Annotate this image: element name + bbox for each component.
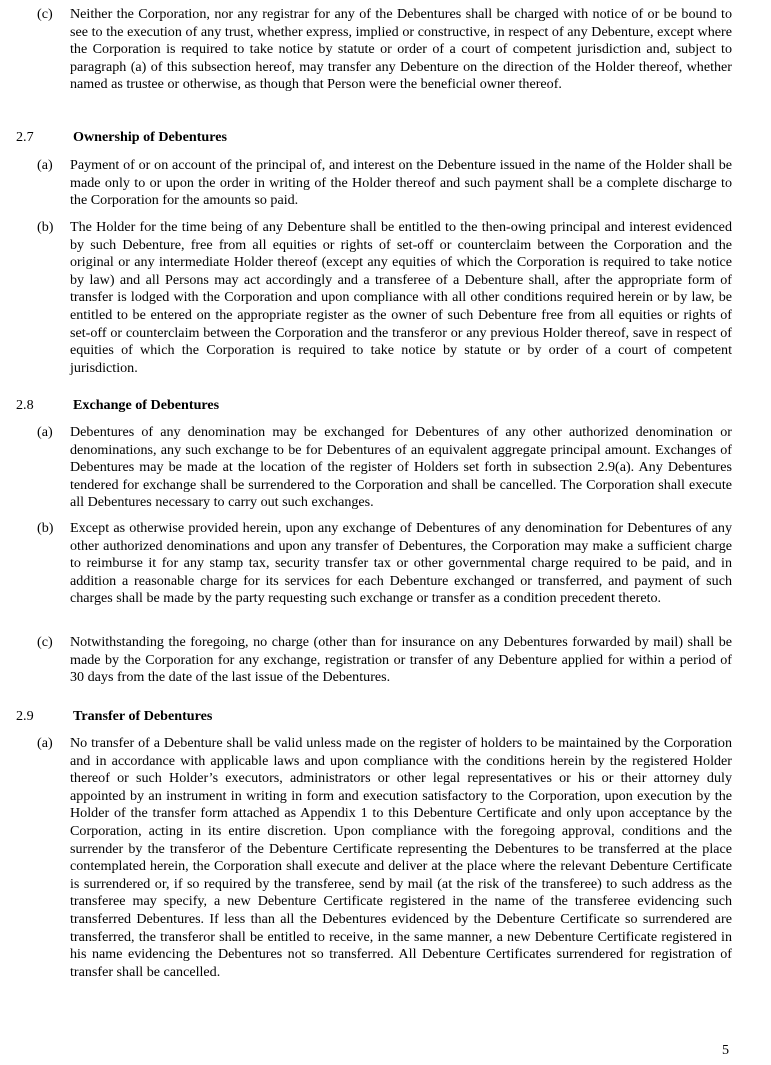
section-number: 2.8 [16, 397, 34, 413]
paragraph-text: Debentures of any denomination may be exchanged for Debentures of any other authorized denomination or denominations, any such exchange to be for Debentures of an equivalent aggregate principal amount. Exchanges of Debentures may be made at the location of the register of Holders set forth in subsection 2.9(a). Any Debentures tendered for exchange shall be surrendered to the Corporation and shall be cancelled. The Corporation shall execute all Debentures necessary to carry out such exchanges. [70, 424, 732, 511]
section-title: Transfer of Debentures [73, 708, 213, 724]
section-number: 2.7 [16, 129, 34, 145]
paragraph-text: Neither the Corporation, nor any registrar for any of the Debentures shall be charged with notice of or be bound to see to the execution of any trust, whether express, implied or constructive, in respect of any Debenture, except where the Corporation is required to take notice by statute or order of a court of competent jurisdiction and, subject to paragraph (a) of this subsection hereof, may transfer any Debenture on the direction of the Holder thereof, whether named as trustee or otherwise, as though that Person were the beneficial owner thereof. [70, 6, 732, 93]
paragraph-text: The Holder for the time being of any Debenture shall be entitled to the then-owing principal and interest evidenced by such Debenture, free from all equities or rights of set-off or counterclaim between the Corporation and the original or any intermediate Holder thereof (except any equities of which the Corporation is required to take notice by law) and all Persons may act accordingly and a transferee of a Debenture shall, after the appropriate form of transfer is lodged with the Corporation and upon compliance with all other conditions required herein or by law, be entitled to be entered on the appropriate register as the owner of such Debenture free from all equities or rights of set-off or counterclaim between the Corporation and the transferor or any previous Holder thereof, save in respect of equities of which the Corporation is required to take notice by statute or by order of a court of competent jurisdiction. [70, 219, 732, 376]
paragraph-label: (a) [37, 735, 53, 751]
paragraph-label: (c) [37, 634, 53, 650]
paragraph-label: (b) [37, 520, 54, 536]
paragraph-text: No transfer of a Debenture shall be valid unless made on the register of holders to be maintained by the Corporation and in accordance with applicable laws and upon compliance with the conditions herein by the registered Holder thereof or such Holder’s executors, administrators or other legal representatives or his or their attorney duly appointed by an instrument in writing in form and execution satisfactory to the Corporation, upon execution by the Holder of the transfer form attached as Appendix 1 to this Debenture Certificate and only upon acceptance by the Corporation, acting in its entire discretion. Upon compliance with the foregoing approval, conditions and the surrender by the transferor of the Debenture Certificate representing the Debentures to be transferred at the place contemplated herein, the Corporation shall execute and deliver at the place where the relevant Debenture Certificate is surrendered or, if so required by the transferee, send by mail (at the risk of the transferee) to such address as the transferee may specify, a new Debenture Certificate registered in the name of the transferee evidencing such transferred Debentures. If less than all the Debentures evidenced by the Debenture Certificate so surrendered are transferred, the transferor shall be entitled to receive, in the same manner, a new Debenture Certificate registered in his name evidencing the Debentures not so transferred. All Debenture Certificates surrendered for registration of transfer shall be cancelled. [70, 735, 732, 980]
paragraph-text: Except as otherwise provided herein, upon any exchange of Debentures of any denomination for Debentures of any other authorized denominations and upon any transfer of Debentures, the Corporation may make a sufficient charge to reimburse it for any stamp tax, security transfer tax or other governmental charge required to be paid, and in addition a reasonable charge for its services for each Debenture exchanged or transferred, and payment of such charges shall be made by the party requesting such exchange or transfer as a condition precedent thereto. [70, 520, 732, 607]
section-title: Ownership of Debentures [73, 129, 227, 145]
paragraph-label: (b) [37, 219, 54, 235]
paragraph-label: (a) [37, 157, 53, 173]
page-number: 5 [722, 1042, 730, 1058]
paragraph-text: Notwithstanding the foregoing, no charge (other than for insurance on any Debentures forwarded by mail) shall be made by the Corporation for any exchange, registration or transfer of any Debenture applied for within a period of 30 days from the date of the last issue of the Debentures. [70, 634, 732, 686]
section-number: 2.9 [16, 708, 34, 724]
paragraph-label: (a) [37, 424, 53, 440]
section-title: Exchange of Debentures [73, 397, 220, 413]
paragraph-text: Payment of or on account of the principal of, and interest on the Debenture issued in the name of the Holder shall be made only to or upon the order in writing of the Holder thereof and such payment shall be a complete discharge to the Corporation for the amounts so paid. [70, 157, 732, 209]
paragraph-label: (c) [37, 6, 53, 22]
